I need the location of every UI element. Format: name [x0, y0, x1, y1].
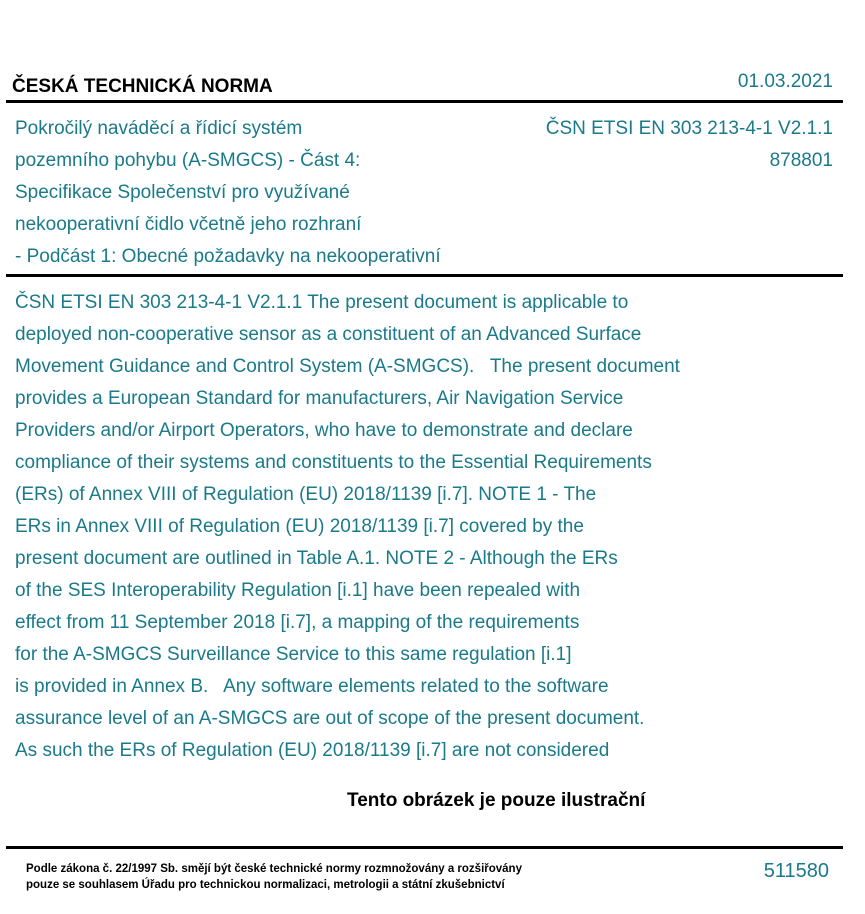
top-divider [6, 100, 843, 103]
abstract-line: Providers and/or Airport Operators, who have to demonstrate and declare [15, 420, 633, 441]
publication-date: 01.03.2021 [737, 71, 833, 92]
catalog-number: 878801 [769, 150, 833, 171]
legal-notice [26, 861, 586, 893]
standard-code: ČSN ETSI EN 303 213-4-1 V2.1.1 [545, 118, 833, 139]
middle-divider [6, 274, 843, 277]
legal-line: pouze se souhlasem Úřadu pro technickou normalizaci, metrologii a státní zkušebnictví [26, 879, 505, 891]
title-line: Pokročilý naváděcí a řídicí systém [15, 118, 303, 139]
abstract-line: (ERs) of Annex VIII of Regulation (EU) 2018/1139 [i.7]. NOTE 1 - The [15, 484, 597, 505]
abstract-line: provides a European Standard for manufacturers, Air Navigation Service [15, 388, 624, 409]
abstract-line: present document are outlined in Table A.1. NOTE 2 - Although the ERs [15, 548, 618, 569]
abstract-line: ERs in Annex VIII of Regulation (EU) 2018/1139 [i.7] covered by the [15, 516, 584, 537]
abstract-line: is provided in Annex B. Any software elements related to the software [15, 676, 609, 697]
title-line: - Podčást 1: Obecné požadavky na nekooperativní [15, 246, 441, 267]
abstract-line: deployed non-cooperative sensor as a constituent of an Advanced Surface [15, 324, 642, 345]
abstract-line: compliance of their systems and constituents to the Essential Requirements [15, 452, 652, 473]
standard-title [15, 113, 505, 273]
abstract-text [15, 287, 815, 767]
abstract-line: ČSN ETSI EN 303 213-4-1 V2.1.1 The present document is applicable to [15, 292, 629, 313]
document-number: 511580 [763, 860, 829, 882]
abstract-line: assurance level of an A-SMGCS are out of scope of the present document. [15, 708, 645, 729]
abstract-line: of the SES Interoperability Regulation [i.1] have been repealed with [15, 580, 581, 601]
header-label: ČESKÁ TECHNICKÁ NORMA [12, 76, 273, 97]
abstract-line: for the A-SMGCS Surveillance Service to this same regulation [i.1] [15, 644, 572, 665]
title-line: pozemního pohybu (A-SMGCS) - Část 4: [15, 150, 361, 171]
abstract-line: Movement Guidance and Control System (A-SMGCS). The present document [15, 356, 680, 377]
illustration-note: Tento obrázek je pouze ilustrační [347, 790, 646, 811]
abstract-line: effect from 11 September 2018 [i.7], a mapping of the requirements [15, 612, 580, 633]
title-line: Specifikace Společenství pro využívané [15, 182, 350, 203]
bottom-divider [6, 846, 843, 849]
legal-line: Podle zákona č. 22/1997 Sb. smějí být české technické normy rozmnožovány a rozšiřovány [26, 863, 522, 875]
title-line: nekooperativní čidlo včetně jeho rozhraní [15, 214, 362, 235]
abstract-line: As such the ERs of Regulation (EU) 2018/1139 [i.7] are not considered [15, 740, 610, 761]
